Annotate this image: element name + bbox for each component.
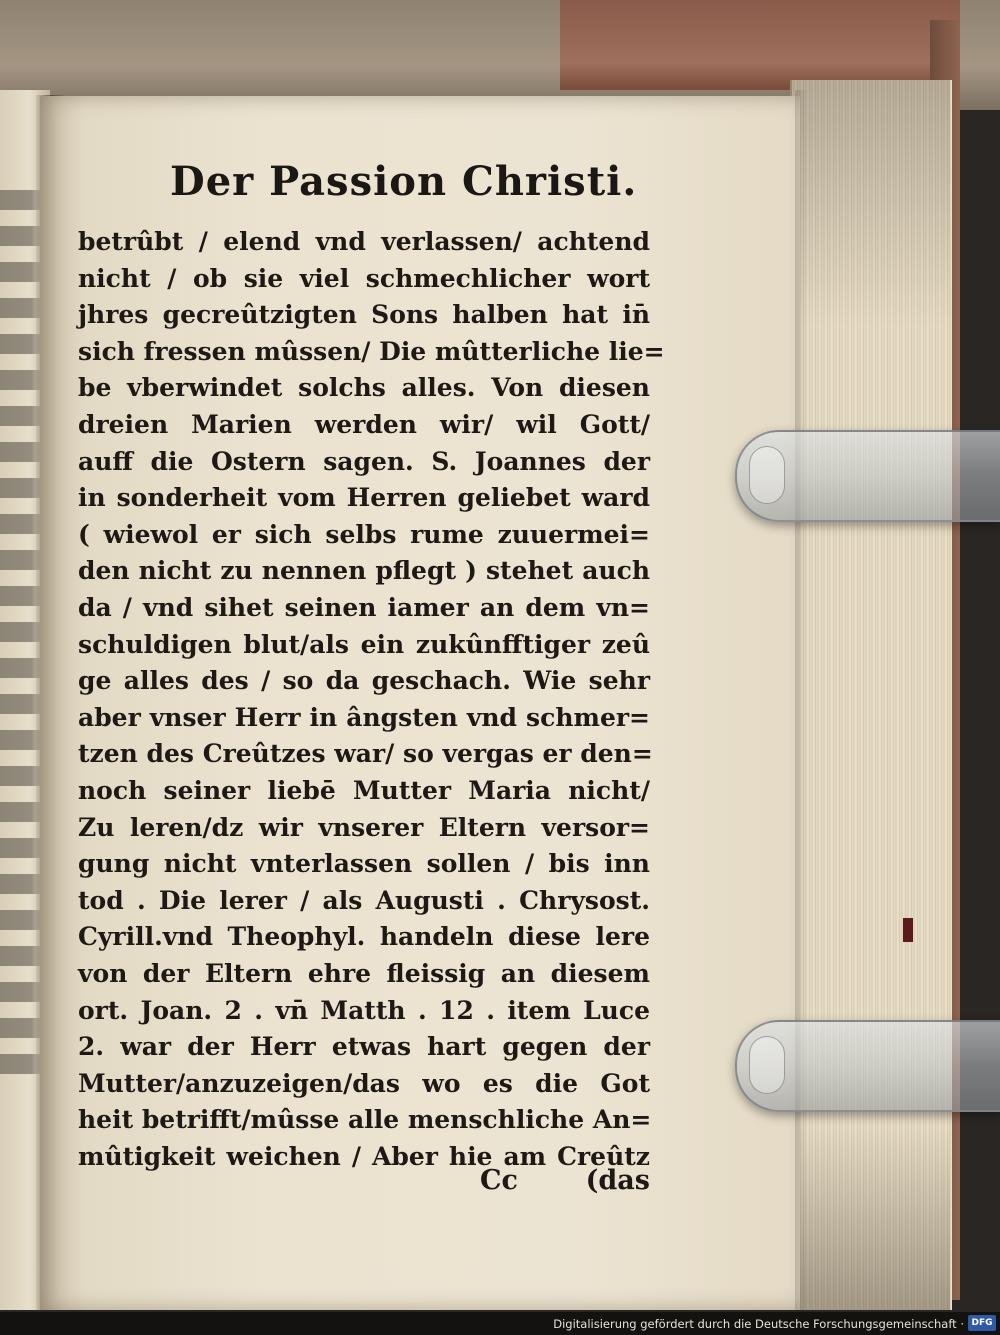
text-line: von der Eltern ehre fleissig an diesem bbox=[78, 959, 650, 988]
text-line: betrûbt / elend vnd verlassen/ achtend bbox=[78, 227, 650, 256]
text-line: ( wiewol er sich selbs rume zuuermei= bbox=[78, 519, 650, 549]
text-line: noch seiner liebē Mutter Maria nicht/ bbox=[78, 776, 650, 805]
book-binding bbox=[560, 0, 960, 90]
dfg-logo: DFG bbox=[968, 1315, 996, 1331]
signature-mark: Cc bbox=[480, 1165, 518, 1196]
text-line: tzen des Creûtzes war/ so vergas er den= bbox=[78, 739, 653, 769]
text-line: nicht / ob sie viel schmechlicher wort bbox=[78, 263, 650, 293]
text-line: in sonderheit vom Herren geliebet ward bbox=[78, 483, 650, 513]
text-line: be vberwindet solchs alles. Von diesen bbox=[78, 373, 650, 403]
text-line: schuldigen blut/als ein zukûnfftiger zeû bbox=[78, 629, 650, 659]
running-head: Der Passion Christi. bbox=[170, 158, 638, 205]
page-clip-upper bbox=[735, 430, 1000, 522]
text-line: mûtigkeit weichen / Aber hie am Creûtz bbox=[78, 1142, 650, 1171]
text-line: den nicht zu nennen pflegt ) stehet auch bbox=[78, 556, 650, 586]
text-line: heit betrifft/mûsse alle menschliche An= bbox=[78, 1105, 652, 1135]
text-line: da / vnd sihet seinen iamer an dem vn= bbox=[78, 593, 650, 622]
text-line: Cyrill.vnd Theophyl. handeln diese lere bbox=[78, 922, 650, 952]
text-line: Mutter/anzuzeigen/das wo es die Got bbox=[78, 1068, 650, 1098]
text-line: ort. Joan. 2 . vn̄ Matth . 12 . item Luce bbox=[78, 995, 650, 1025]
text-line: auff die Ostern sagen. S. Joannes der bbox=[78, 446, 650, 476]
text-line: tod . Die lerer / als Augusti . Chrysost. bbox=[78, 885, 650, 915]
text-line: aber vnser Herr in ângsten vnd schmer= bbox=[78, 702, 650, 732]
text-line: gung nicht vnterlassen sollen / bis inn bbox=[78, 849, 650, 879]
catchword: (das bbox=[585, 1165, 650, 1196]
credit-bar bbox=[0, 1312, 1000, 1335]
page-clip-lower bbox=[735, 1020, 1000, 1112]
text-line: ge alles des / so da geschach. Wie sehr bbox=[78, 666, 650, 696]
text-line: Zu leren/dz wir vnserer Eltern versor= bbox=[78, 812, 650, 842]
text-line: jhres gecreûtzigten Sons halben hat in̄ bbox=[78, 300, 650, 330]
funding-credit: Digitalisierung gefördert durch die Deutsche Forschungsgemeinschaft · bbox=[553, 1317, 964, 1331]
page-footer bbox=[480, 1165, 650, 1205]
text-line: sich fressen mûssen/ Die mûtterliche lie= bbox=[78, 336, 665, 366]
text-line: dreien Marien werden wir/ wil Gott/ bbox=[78, 410, 650, 439]
text-line: 2. war der Herr etwas hart gegen der bbox=[78, 1032, 650, 1062]
bookmark-ribbon bbox=[903, 918, 913, 942]
